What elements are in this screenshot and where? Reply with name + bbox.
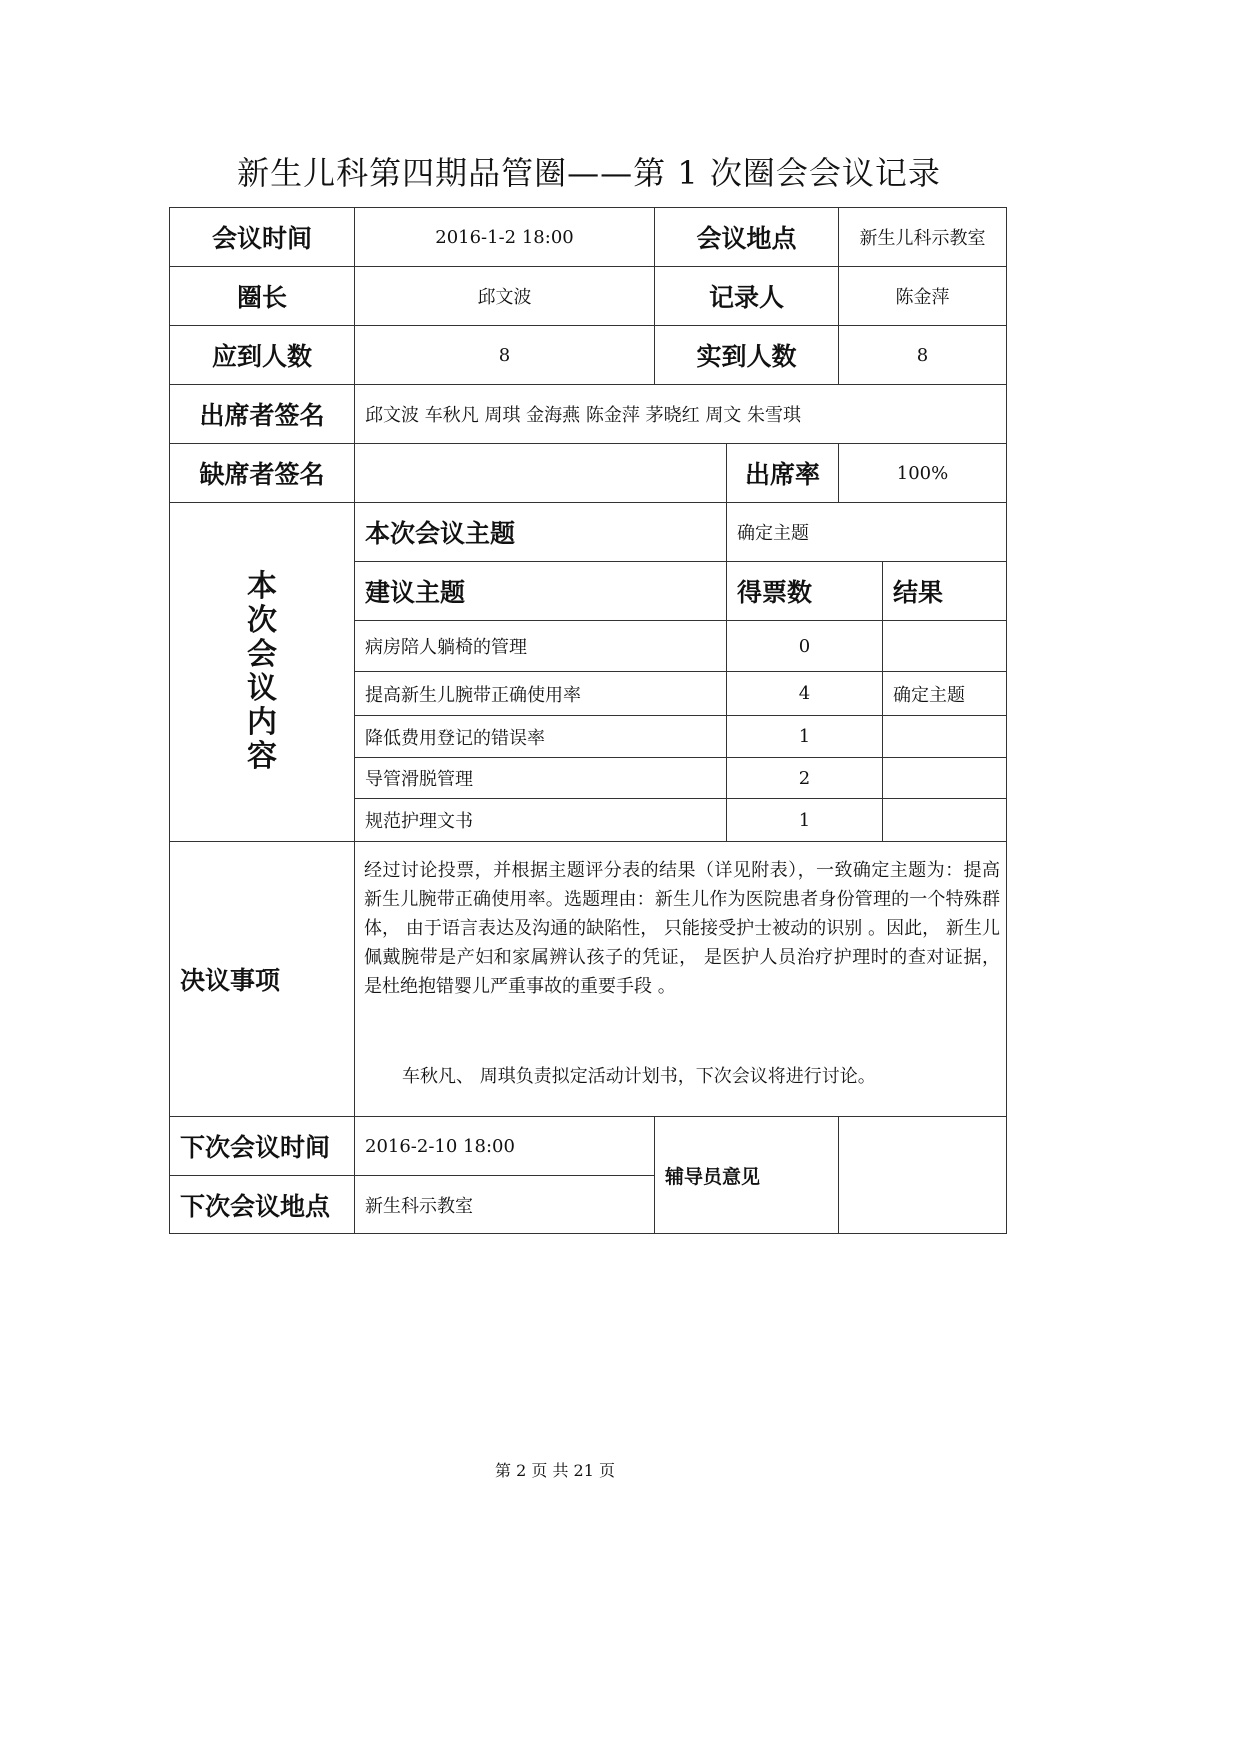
content-label-char: 次 <box>247 603 277 638</box>
content-label-char: 议 <box>247 671 277 706</box>
content-label-char: 本 <box>247 569 277 604</box>
expected-label: 应到人数 <box>170 326 355 385</box>
leader-label: 圈长 <box>170 267 355 326</box>
resolution-text: 经过讨论投票，并根据主题评分表的结果（详见附表），一致确定主题为：提高新生儿腕带正确使用率。选题理由：新生儿作为医院患者身份管理的一个特殊群体， 由于语言表达及沟通的缺陷性， 只能接受护士被动的识别 。因此， 新生儿佩戴腕带是产妇和家属辨认孩子的凭证， 是医护人员治疗护理时的查对证据， 是杜绝抱错婴儿严重事故的重要手段 。 <box>364 860 1000 997</box>
votes-cell: 2 <box>727 758 883 799</box>
content-section-label <box>170 503 355 842</box>
topic-cell: 规范护理文书 <box>355 799 727 842</box>
page-footer: 第 2 页 共 21 页 <box>495 1461 615 1480</box>
votes-cell: 1 <box>727 716 883 758</box>
result-cell <box>883 799 1006 842</box>
result-cell <box>883 621 1006 672</box>
leader-value: 邱文波 <box>355 267 655 326</box>
next-time-value: 2016-2-10 18:00 <box>355 1117 655 1176</box>
result-cell <box>883 716 1006 758</box>
next-place-label: 下次会议地点 <box>170 1176 355 1233</box>
resolution-label: 决议事项 <box>170 842 355 1117</box>
time-label: 会议时间 <box>170 208 355 267</box>
col-result-header: 结果 <box>883 562 1006 621</box>
resolution-assignment: 车秋凡、 周琪负责拟定活动计划书，下次会议将进行讨论。 <box>402 1066 876 1087</box>
content-label-char: 容 <box>247 739 277 774</box>
rate-value: 100% <box>839 444 1006 503</box>
result-cell <box>883 758 1006 799</box>
document-title: 新生儿科第四期品管圈——第 1 次圈会会议记录 <box>237 154 941 192</box>
advisor-value <box>839 1117 1006 1233</box>
content-label-char: 会 <box>247 637 277 672</box>
next-time-label: 下次会议时间 <box>170 1117 355 1176</box>
place-value: 新生儿科示教室 <box>839 208 1006 267</box>
theme-value: 确定主题 <box>727 503 1006 562</box>
actual-label: 实到人数 <box>655 326 839 385</box>
topic-cell: 导管滑脱管理 <box>355 758 727 799</box>
topic-cell: 提高新生儿腕带正确使用率 <box>355 672 727 716</box>
votes-cell: 0 <box>727 621 883 672</box>
votes-cell: 1 <box>727 799 883 842</box>
expected-value: 8 <box>355 326 655 385</box>
advisor-label: 辅导员意见 <box>655 1117 839 1233</box>
absent-value <box>355 444 727 503</box>
votes-cell: 4 <box>727 672 883 716</box>
attendees-label: 出席者签名 <box>170 385 355 444</box>
actual-value: 8 <box>839 326 1006 385</box>
col-topic-header: 建议主题 <box>355 562 727 621</box>
topic-cell: 病房陪人躺椅的管理 <box>355 621 727 672</box>
rate-label: 出席率 <box>727 444 839 503</box>
content-label-char: 内 <box>247 705 277 740</box>
result-cell: 确定主题 <box>883 672 1006 716</box>
time-value: 2016-1-2 18:00 <box>355 208 655 267</box>
recorder-label: 记录人 <box>655 267 839 326</box>
next-place-value: 新生科示教室 <box>355 1176 655 1233</box>
attendees-value: 邱文波 车秋凡 周琪 金海燕 陈金萍 茅晓红 周文 朱雪琪 <box>355 385 1006 444</box>
place-label: 会议地点 <box>655 208 839 267</box>
recorder-value: 陈金萍 <box>839 267 1006 326</box>
col-votes-header: 得票数 <box>727 562 883 621</box>
theme-label: 本次会议主题 <box>355 503 727 562</box>
absent-label: 缺席者签名 <box>170 444 355 503</box>
topic-cell: 降低费用登记的错误率 <box>355 716 727 758</box>
